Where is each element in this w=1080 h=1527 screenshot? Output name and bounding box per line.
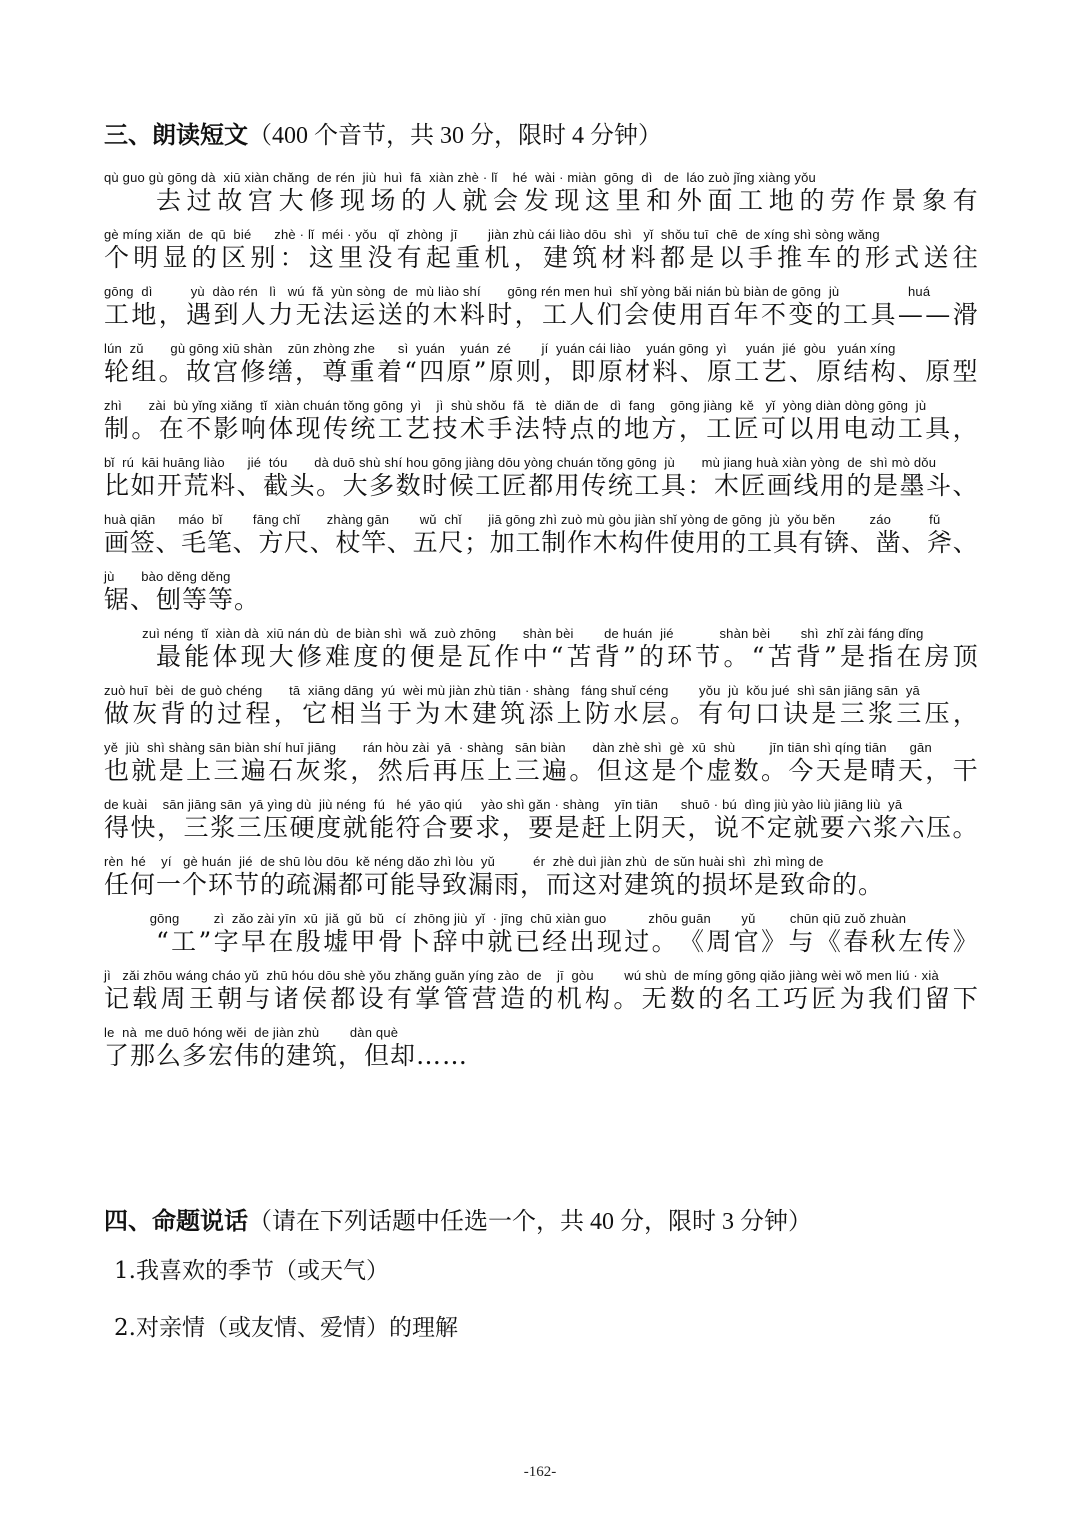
section-4-heading [104, 1209, 812, 1234]
passage-line [104, 683, 978, 740]
hanzi-line: 做 灰 背 的 过 程 ， 它 相 当 于 为 木 建 筑 添 上 防 水 层 。 有 句 口 诀 是 三 浆 三 压 ， [104, 699, 978, 728]
passage-line [104, 455, 978, 512]
pinyin-line: bǐ rú kāi huāng liào jié tóu dà duō shù shí hou gōng jiàng dōu yòng chuán tǒng gōng jù mù jiang huà xiàn yòng de shì mò dǒu [104, 455, 937, 470]
pinyin-line: gōng zì zǎo zài yīn xū jiǎ gǔ bǔ cí zhōng jiù yǐ · jīng chū xiàn guo zhōu guān yǔ chūn qiū zuǒ zhuàn [104, 911, 907, 926]
section-3-note: （400 个音节，共 30 分，限时 4 分钟） [248, 123, 662, 149]
page-number: -162- [523, 1464, 557, 1480]
hanzi-line: 也 就 是 上 三 遍 石 灰 浆 ， 然 后 再 压 上 三 遍 。 但 这 是 个 虚 数 。 今 天 是 晴 天 ， 干 [104, 756, 978, 785]
passage-line [104, 284, 978, 341]
pinyin-line: jù bào děng děng [104, 569, 231, 584]
pinyin-line: qù guo gù gōng dà xiū xiàn chǎng de rén jiù huì fā xiàn zhè · lǐ hé wài · miàn gōng dì de láo zuò jǐng xiàng yǒu [104, 170, 816, 185]
section-4-note: （请在下列话题中任选一个，共 40 分，限时 3 分钟） [248, 1209, 812, 1235]
passage-line [104, 512, 978, 569]
passage-line [104, 569, 978, 626]
passage-line [104, 740, 978, 797]
hanzi-line: 比 如 开 荒 料 、 截 头 。 大 多 数 时 候 工 匠 都 用 传 统 工 具 ： 木 匠 画 线 用 的 是 墨 斗 、 [104, 471, 978, 500]
passage-line [104, 341, 978, 398]
section-3-heading [104, 123, 662, 148]
pinyin-line: de kuài sān jiāng sān yā yìng dù jiù néng fú hé yāo qiú yào shì gǎn · shàng yīn tiān shuō · bú dìng jiù yào liù jiāng liù yā [104, 797, 903, 812]
pinyin-line: le nà me duō hóng wěi de jiàn zhù dàn què [104, 1025, 399, 1040]
hanzi-line: 工 地 ， 遇 到 人 力 无 法 运 送 的 木 料 时 ， 工 人 们 会 使 用 百 年 不 变 的 工 具 — — 滑 [104, 300, 978, 329]
hanzi-line: 得 快 ， 三 浆 三 压 硬 度 就 能 符 合 要 求 ， 要 是 赶 上 阴 天 ， 说 不 定 就 要 六 浆 六 压 。 [104, 813, 978, 842]
passage-line [104, 398, 978, 455]
passage-line [104, 797, 978, 854]
pinyin-line: gè míng xiǎn de qū bié zhè · lǐ méi · yǒu qǐ zhòng jī jiàn zhù cái liào dōu shì yǐ shǒu tuī chē de xíng shì sòng wǎng [104, 227, 880, 242]
passage-line [104, 227, 978, 284]
hanzi-line: 轮 组 。 故 宫 修 缮 ， 尊 重 着 “ 四 原 ” 原 则 ， 即 原 材 料 、 原 工 艺 、 原 结 构 、 原 型 [104, 357, 978, 386]
pinyin-line: jì zǎi zhōu wáng cháo yǔ zhū hóu dōu shè yǒu zhǎng guǎn yíng zào de jī gòu wú shù de míng gōng qiǎo jiàng wèi wǒ men liú · xià [104, 968, 939, 983]
hanzi-line: 去 过 故 宫 大 修 现 场 的 人 就 会 发 现 这 里 和 外 面 工 地 的 劳 作 景 象 有 [156, 186, 978, 215]
section-3-title: 三、朗读短文 [104, 121, 248, 149]
hanzi-line: 最 能 体 现 大 修 难 度 的 便 是 瓦 作 中 “ 苫 背 ” 的 环 节 。 “ 苫 背 ” 是 指 在 房 顶 [156, 642, 978, 671]
topic-item: 1.我喜欢的季节（或天气） [114, 1258, 389, 1284]
passage-line [104, 854, 978, 911]
pinyin-line: rèn hé yí gè huán jié de shū lòu dōu kě néng dǎo zhì lòu yǔ ér zhè duì jiàn zhù de sǔn huài shì zhì mìng de [104, 854, 824, 869]
pinyin-line: zhì zài bù yǐng xiǎng tǐ xiàn chuán tǒng gōng yì jì shù shǒu fǎ tè diǎn de dì fang gōng jiàng kě yǐ yòng diàn dòng gōng jù [104, 398, 927, 413]
hanzi-line: 画 签 、 毛 笔 、 方 尺 、 杖 竿 、 五 尺 ； 加 工 制 作 木 构 件 使 用 的 工 具 有 锛 、 凿 、 斧 、 [104, 528, 978, 557]
hanzi-line: 任何一个环节的疏漏都可能导致漏雨，而这对建筑的损坏是致命的。 [104, 870, 885, 899]
pinyin-line: zuì néng tǐ xiàn dà xiū nán dù de biàn shì wǎ zuò zhōng shàn bèi de huán jié shàn bèi shì zhǐ zài fáng dǐng [104, 626, 924, 641]
pinyin-line: lún zǔ gù gōng xiū shàn zūn zhòng zhe sì yuán yuán zé jí yuán cái liào yuán gōng yì yuán jié gòu yuán xíng [104, 341, 896, 356]
pinyin-line: yě jiù shì shàng sān biàn shí huī jiāng rán hòu zài yā · shàng sān biàn dàn zhè shì gè xū shù jīn tiān shì qíng tiān gān [104, 740, 932, 755]
passage-line [104, 626, 978, 683]
hanzi-line: 个 明 显 的 区 别 ： 这 里 没 有 起 重 机 ， 建 筑 材 料 都 是 以 手 推 车 的 形 式 送 往 [104, 243, 978, 272]
pinyin-line: huà qiān máo bǐ fāng chǐ zhàng gān wǔ chǐ jiā gōng zhì zuò mù gòu jiàn shǐ yòng de gōng jù yǒu běn záo fǔ [104, 512, 941, 527]
pinyin-line: gōng dì yù dào rén lì wú fǎ yùn sòng de mù liào shí gōng rén men huì shǐ yòng bǎi nián bù biàn de gōng jù huá [104, 284, 931, 299]
topic-item: 2.对亲情（或友情、爱情）的理解 [114, 1315, 458, 1341]
passage-line [104, 1025, 978, 1082]
hanzi-line: “ 工 ” 字 早 在 殷 墟 甲 骨 卜 辞 中 就 已 经 出 现 过 。 《 周 官 》 与 《 春 秋 左 传 》 [156, 927, 978, 956]
hanzi-line: 记 载 周 王 朝 与 诸 侯 都 设 有 掌 管 营 造 的 机 构 。 无 数 的 名 工 巧 匠 为 我 们 留 下 [104, 984, 978, 1013]
passage-line [104, 968, 978, 1025]
section-4-title: 四、命题说话 [104, 1207, 248, 1235]
pinyin-line: zuò huī bèi de guò chéng tā xiāng dāng yú wèi mù jiàn zhù tiān · shàng fáng shuǐ céng yǒu jù kǒu jué shì sān jiāng sān yā [104, 683, 920, 698]
hanzi-line: 制 。 在 不 影 响 体 现 传 统 工 艺 技 术 手 法 特 点 的 地 方 ， 工 匠 可 以 用 电 动 工 具 ， [104, 414, 978, 443]
passage-line [104, 170, 978, 227]
hanzi-line: 锯、刨等等。 [104, 585, 261, 614]
passage-line [104, 911, 978, 968]
hanzi-line: 了那么多宏伟的建筑，但却…… [104, 1041, 469, 1070]
